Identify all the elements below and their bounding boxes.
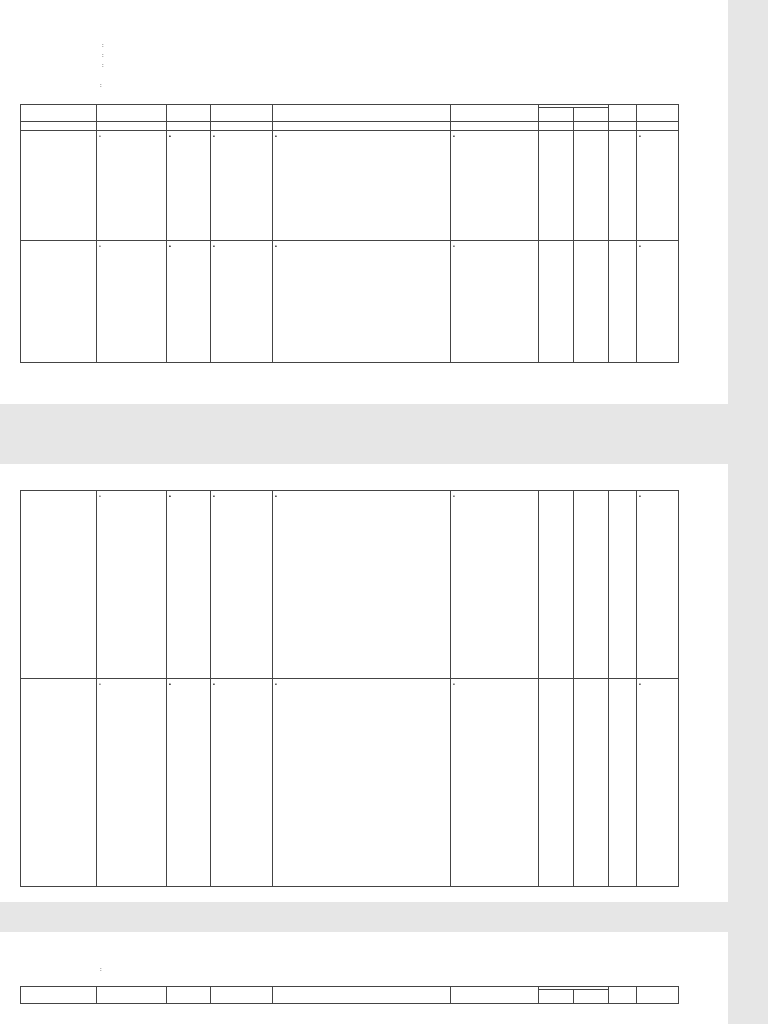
meta-row: :	[20, 61, 112, 71]
sumber-cell	[637, 491, 679, 679]
indikator-cell	[451, 131, 539, 241]
header-teknik	[539, 990, 574, 1004]
instrumen-cell	[574, 241, 609, 363]
sk-label	[20, 966, 100, 973]
document-page-3	[0, 932, 728, 1024]
kegiatan-cell	[273, 241, 451, 363]
materi-cell	[97, 679, 167, 887]
meta-row: :	[20, 41, 112, 51]
meta-key	[20, 61, 102, 71]
header-instrumen	[574, 990, 609, 1004]
header-budaya	[167, 105, 211, 122]
header-kewirausahaan	[211, 987, 273, 1004]
header-alokasi	[609, 105, 637, 122]
header-kd	[21, 105, 97, 122]
materi-cell	[97, 131, 167, 241]
sumber-cell	[637, 241, 679, 363]
header-indikator	[451, 987, 539, 1004]
table-row	[21, 241, 679, 363]
indikator-cell	[451, 679, 539, 887]
indikator-cell	[451, 491, 539, 679]
alokasi-cell	[609, 491, 637, 679]
header-sumber	[637, 987, 679, 1004]
teknik-cell	[539, 679, 574, 887]
header-teknik	[539, 108, 574, 122]
header-kd	[21, 987, 97, 1004]
budaya-cell	[167, 679, 211, 887]
kd-cell	[21, 491, 97, 679]
syllabus-table-3	[20, 986, 679, 1004]
sumber-cell	[637, 131, 679, 241]
document-page-2	[0, 464, 728, 902]
column-number	[97, 122, 167, 131]
standar-kompetensi-5: :	[20, 966, 110, 973]
header-kegiatan	[273, 105, 451, 122]
instrumen-cell	[574, 679, 609, 887]
header-materi	[97, 105, 167, 122]
kegiatan-cell	[273, 679, 451, 887]
sumber-cell	[637, 679, 679, 887]
materi-cell	[97, 491, 167, 679]
kewirausahaan-cell	[211, 131, 273, 241]
table-row	[21, 131, 679, 241]
alokasi-cell	[609, 131, 637, 241]
column-number-row	[21, 122, 679, 131]
header-indikator	[451, 105, 539, 122]
table-row	[21, 491, 679, 679]
syllabus-table-2	[20, 490, 679, 887]
table-row	[21, 679, 679, 887]
kewirausahaan-cell	[211, 679, 273, 887]
kegiatan-cell	[273, 131, 451, 241]
column-number	[273, 122, 451, 131]
kd-cell	[21, 131, 97, 241]
header-alokasi	[609, 987, 637, 1004]
document-meta	[20, 41, 112, 71]
materi-cell	[97, 241, 167, 363]
document-page-1	[0, 0, 728, 404]
column-number	[637, 122, 679, 131]
column-number	[211, 122, 273, 131]
budaya-cell	[167, 131, 211, 241]
meta-key	[20, 51, 102, 61]
teknik-cell	[539, 131, 574, 241]
column-number	[21, 122, 97, 131]
kewirausahaan-cell	[211, 241, 273, 363]
meta-row: :	[20, 51, 112, 61]
sk-label	[20, 82, 100, 89]
kd-cell	[21, 241, 97, 363]
alokasi-cell	[609, 679, 637, 887]
alokasi-cell	[609, 241, 637, 363]
header-instrumen	[574, 108, 609, 122]
meta-key	[20, 41, 102, 51]
standar-kompetensi-4: :	[20, 82, 110, 89]
budaya-cell	[167, 241, 211, 363]
kegiatan-cell	[273, 491, 451, 679]
instrumen-cell	[574, 131, 609, 241]
header-sumber	[637, 105, 679, 122]
instrumen-cell	[574, 491, 609, 679]
column-number	[609, 122, 637, 131]
kd-cell	[21, 679, 97, 887]
header-kewirausahaan	[211, 105, 273, 122]
budaya-cell	[167, 491, 211, 679]
header-kegiatan	[273, 987, 451, 1004]
column-number	[451, 122, 539, 131]
column-number	[539, 122, 574, 131]
column-number	[167, 122, 211, 131]
syllabus-table-1	[20, 104, 679, 363]
column-number	[574, 122, 609, 131]
indikator-cell	[451, 241, 539, 363]
kewirausahaan-cell	[211, 491, 273, 679]
teknik-cell	[539, 241, 574, 363]
header-materi	[97, 987, 167, 1004]
teknik-cell	[539, 491, 574, 679]
header-budaya	[167, 987, 211, 1004]
